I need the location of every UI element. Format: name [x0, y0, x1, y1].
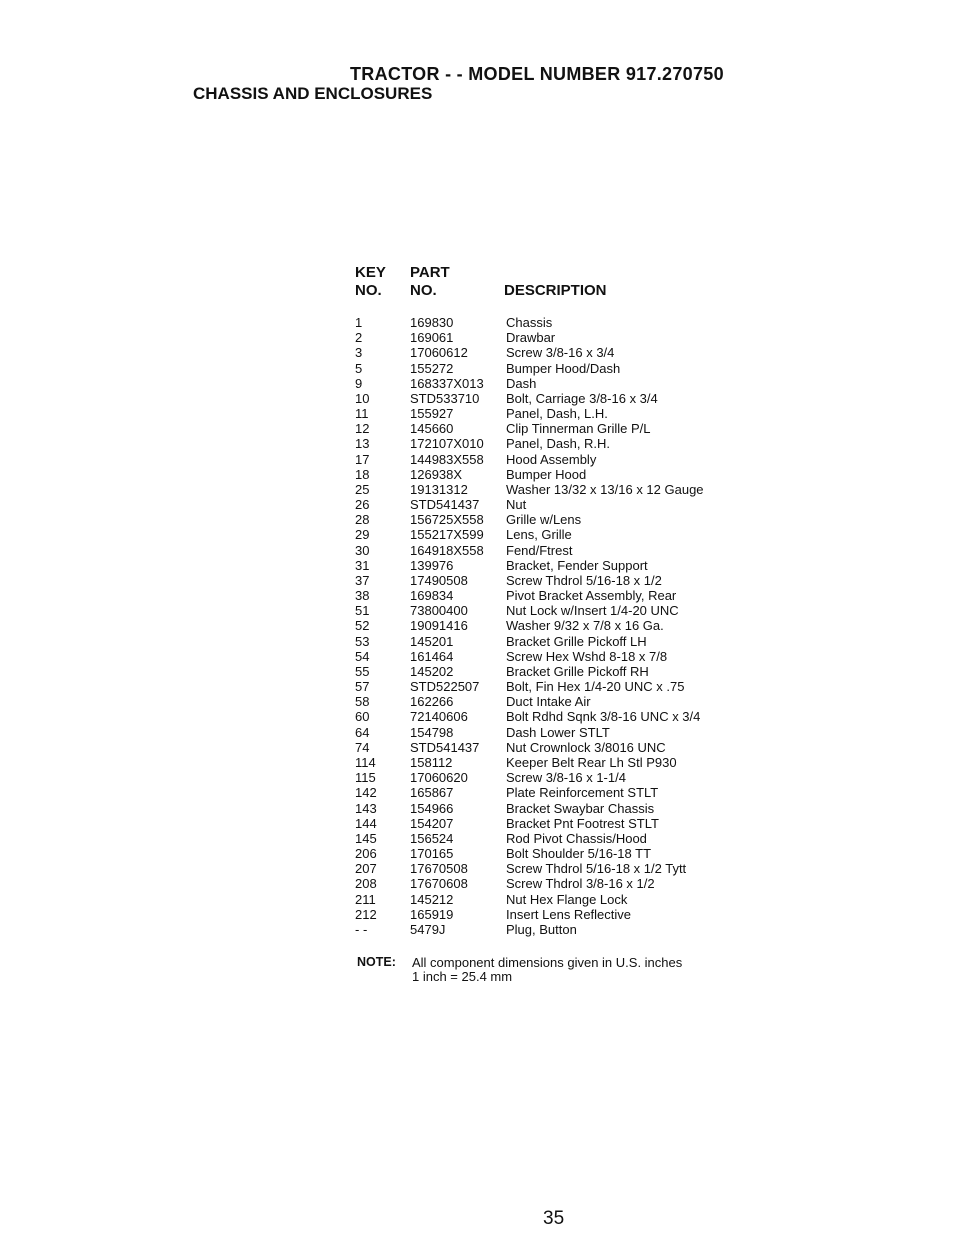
table-row — [0, 846, 954, 861]
part-no-cell: 169061 — [410, 330, 454, 346]
description-cell: Screw Hex Wshd 8-18 x 7/8 — [506, 648, 668, 664]
table-row — [0, 436, 954, 451]
description-cell: Insert Lens Reflective — [506, 906, 632, 922]
table-row — [0, 649, 954, 664]
description-cell: Washer 9/32 x 7/8 x 16 Ga. — [506, 618, 664, 634]
part-no-cell: 156524 — [410, 830, 454, 846]
key-no-header-line2: NO. — [355, 282, 382, 299]
description-cell: Bolt Rdhd Sqnk 3/8-16 UNC x 3/4 — [506, 709, 701, 725]
table-row — [0, 558, 954, 573]
description-cell: Bolt Shoulder 5/16-18 TT — [506, 846, 652, 862]
table-row — [0, 391, 954, 406]
key-no-cell: - - — [355, 921, 368, 937]
key-no-cell: 207 — [355, 861, 377, 877]
part-no-cell: 164918X558 — [410, 542, 484, 558]
part-no-cell: 162266 — [410, 694, 454, 710]
part-no-cell: 19131312 — [410, 481, 468, 497]
table-row — [0, 497, 954, 512]
description-cell: Clip Tinnerman Grille P/L — [506, 421, 651, 437]
part-no-cell: 154207 — [410, 815, 454, 831]
key-no-cell: 37 — [355, 572, 370, 588]
description-cell: Hood Assembly — [506, 451, 597, 467]
description-cell: Washer 13/32 x 13/16 x 12 Gauge — [506, 481, 704, 497]
part-no-cell: 169830 — [410, 315, 454, 330]
key-no-cell: 53 — [355, 633, 370, 649]
key-no-cell: 206 — [355, 846, 377, 862]
key-no-cell: 31 — [355, 557, 370, 573]
key-no-header-line1: KEY — [355, 264, 386, 281]
part-no-cell: 17060612 — [410, 345, 468, 361]
part-no-cell: 17670608 — [410, 876, 468, 892]
key-no-cell: 64 — [355, 724, 370, 740]
description-cell: Bumper Hood — [506, 466, 587, 482]
note-label: NOTE: — [357, 955, 396, 969]
part-no-cell: 17060620 — [410, 770, 468, 786]
table-row — [0, 907, 954, 922]
part-no-cell: 139976 — [410, 557, 454, 573]
table-row — [0, 588, 954, 603]
description-cell: Nut Crownlock 3/8016 UNC — [506, 739, 666, 755]
part-no-cell: 155927 — [410, 406, 454, 422]
description-cell: Bracket Swaybar Chassis — [506, 800, 655, 816]
table-row — [0, 512, 954, 527]
key-no-cell: 5 — [355, 360, 363, 376]
description-cell: Bolt, Fin Hex 1/4-20 UNC x .75 — [506, 679, 685, 695]
key-no-cell: 13 — [355, 436, 370, 452]
description-cell: Bracket, Fender Support — [506, 557, 648, 573]
description-cell: Plate Reinforcement STLT — [506, 785, 659, 801]
part-no-cell: 17490508 — [410, 572, 468, 588]
key-no-cell: 142 — [355, 785, 377, 801]
part-no-cell: 172107X010 — [410, 436, 484, 452]
table-row — [0, 330, 954, 345]
part-no-cell: STD522507 — [410, 679, 480, 695]
description-header: DESCRIPTION — [504, 282, 607, 299]
table-row — [0, 694, 954, 709]
part-no-cell: 145212 — [410, 891, 454, 907]
table-row — [0, 634, 954, 649]
table-row — [0, 376, 954, 391]
description-cell: Bracket Grille Pickoff LH — [506, 633, 647, 649]
key-no-cell: 58 — [355, 694, 370, 710]
table-row — [0, 345, 954, 360]
key-no-cell: 17 — [355, 451, 370, 467]
key-no-cell: 28 — [355, 512, 370, 528]
key-no-cell: 74 — [355, 739, 370, 755]
table-row — [0, 315, 954, 330]
key-no-cell: 114 — [355, 754, 376, 770]
key-no-cell: 38 — [355, 588, 370, 604]
key-no-cell: 211 — [355, 891, 376, 907]
table-row — [0, 406, 954, 421]
table-row — [0, 679, 954, 694]
part-no-cell: 145202 — [410, 663, 454, 679]
key-no-cell: 25 — [355, 481, 370, 497]
key-no-cell: 60 — [355, 709, 370, 725]
key-no-cell: 144 — [355, 815, 377, 831]
part-no-cell: 145660 — [410, 421, 454, 437]
part-no-cell: 154966 — [410, 800, 454, 816]
part-no-cell: 155272 — [410, 360, 454, 376]
description-cell: Screw Thdrol 5/16-18 x 1/2 Tytt — [506, 861, 687, 877]
part-no-cell: 154798 — [410, 724, 454, 740]
description-cell: Grille w/Lens — [506, 512, 582, 528]
key-no-cell: 26 — [355, 497, 370, 513]
note-line-2: 1 inch = 25.4 mm — [412, 969, 513, 984]
part-no-cell: 169834 — [410, 588, 454, 604]
part-no-cell: 19091416 — [410, 618, 468, 634]
table-row — [0, 831, 954, 846]
table-row — [0, 770, 954, 785]
description-cell: Dash — [506, 375, 537, 391]
table-row — [0, 573, 954, 588]
key-no-cell: 3 — [355, 345, 363, 361]
description-cell: Panel, Dash, R.H. — [506, 436, 611, 452]
key-no-cell: 12 — [355, 421, 370, 437]
part-no-cell: 155217X599 — [410, 527, 484, 543]
key-no-cell: 55 — [355, 663, 370, 679]
table-row — [0, 618, 954, 633]
part-no-cell: 165867 — [410, 785, 454, 801]
description-cell: Bracket Pnt Footrest STLT — [506, 815, 659, 831]
description-cell: Nut Lock w/Insert 1/4-20 UNC — [506, 603, 679, 619]
part-no-cell: 168337X013 — [410, 375, 484, 391]
description-cell: Screw Thdrol 5/16-18 x 1/2 — [506, 572, 662, 588]
key-no-cell: 1 — [355, 315, 363, 330]
table-row — [0, 361, 954, 376]
table-row — [0, 709, 954, 724]
table-row — [0, 755, 954, 770]
table-row — [0, 816, 954, 831]
table-row — [0, 467, 954, 482]
part-no-cell: 170165 — [410, 846, 454, 862]
description-cell: Bolt, Carriage 3/8-16 x 3/4 — [506, 390, 658, 406]
table-row — [0, 861, 954, 876]
part-no-cell: 144983X558 — [410, 451, 484, 467]
table-row — [0, 543, 954, 558]
key-no-cell: 52 — [355, 618, 370, 634]
key-no-cell: 145 — [355, 830, 377, 846]
description-cell: Keeper Belt Rear Lh Stl P930 — [506, 754, 677, 770]
description-cell: Lens, Grille — [506, 527, 572, 543]
part-no-cell: 17670508 — [410, 861, 468, 877]
description-cell: Nut — [506, 497, 527, 513]
table-row — [0, 785, 954, 800]
key-no-cell: 208 — [355, 876, 377, 892]
description-cell: Screw 3/8-16 x 1-1/4 — [506, 770, 626, 786]
description-cell: Bracket Grille Pickoff RH — [506, 663, 649, 679]
description-cell: Plug, Button — [506, 921, 577, 937]
description-cell: Bumper Hood/Dash — [506, 360, 621, 376]
key-no-cell: 9 — [355, 375, 363, 391]
table-row — [0, 876, 954, 891]
page-title: TRACTOR - - MODEL NUMBER 917.270750 — [350, 64, 724, 84]
part-no-cell: STD533710 — [410, 390, 480, 406]
part-no-cell: 145201 — [410, 633, 454, 649]
table-row — [0, 801, 954, 816]
table-row — [0, 664, 954, 679]
part-no-cell: 73800400 — [410, 603, 468, 619]
description-cell: Panel, Dash, L.H. — [506, 406, 608, 422]
key-no-cell: 51 — [355, 603, 370, 619]
description-cell: Drawbar — [506, 330, 556, 346]
part-no-cell: 165919 — [410, 906, 454, 922]
key-no-cell: 57 — [355, 679, 370, 695]
description-cell: Duct Intake Air — [506, 694, 591, 710]
key-no-cell: 54 — [355, 648, 370, 664]
table-row — [0, 740, 954, 755]
table-row — [0, 527, 954, 542]
table-row — [0, 452, 954, 467]
part-no-header-line1: PART — [410, 264, 450, 281]
key-no-cell: 143 — [355, 800, 377, 816]
description-cell: Fend/Ftrest — [506, 542, 573, 558]
table-row — [0, 922, 954, 937]
key-no-cell: 18 — [355, 466, 370, 482]
key-no-cell: 30 — [355, 542, 370, 558]
section-title: CHASSIS AND ENCLOSURES — [193, 84, 433, 103]
page-number: 35 — [543, 1208, 565, 1229]
description-cell: Screw Thdrol 3/8-16 x 1/2 — [506, 876, 655, 892]
part-no-cell: 156725X558 — [410, 512, 484, 528]
part-no-cell: STD541437 — [410, 739, 480, 755]
description-cell: Nut Hex Flange Lock — [506, 891, 628, 907]
table-row — [0, 892, 954, 907]
table-row — [0, 421, 954, 436]
part-no-cell: 5479J — [410, 921, 446, 937]
key-no-cell: 115 — [355, 770, 376, 786]
parts-table-body — [0, 315, 954, 937]
table-row — [0, 725, 954, 740]
description-cell: Dash Lower STLT — [506, 724, 610, 740]
part-no-cell: 72140606 — [410, 709, 468, 725]
description-cell: Screw 3/8-16 x 3/4 — [506, 345, 615, 361]
key-no-cell: 212 — [355, 906, 377, 922]
part-no-cell: 158112 — [410, 754, 453, 770]
part-no-cell: 161464 — [410, 648, 454, 664]
table-row — [0, 482, 954, 497]
description-cell: Chassis — [506, 315, 553, 330]
key-no-cell: 11 — [355, 406, 369, 422]
key-no-cell: 10 — [355, 390, 370, 406]
description-cell: Rod Pivot Chassis/Hood — [506, 830, 647, 846]
description-cell: Pivot Bracket Assembly, Rear — [506, 588, 677, 604]
part-no-cell: 126938X — [410, 466, 463, 482]
part-no-cell: STD541437 — [410, 497, 480, 513]
part-no-header-line2: NO. — [410, 282, 437, 299]
key-no-cell: 29 — [355, 527, 370, 543]
key-no-cell: 2 — [355, 330, 363, 346]
note-line-1: All component dimensions given in U.S. inches — [412, 955, 683, 970]
table-row — [0, 603, 954, 618]
